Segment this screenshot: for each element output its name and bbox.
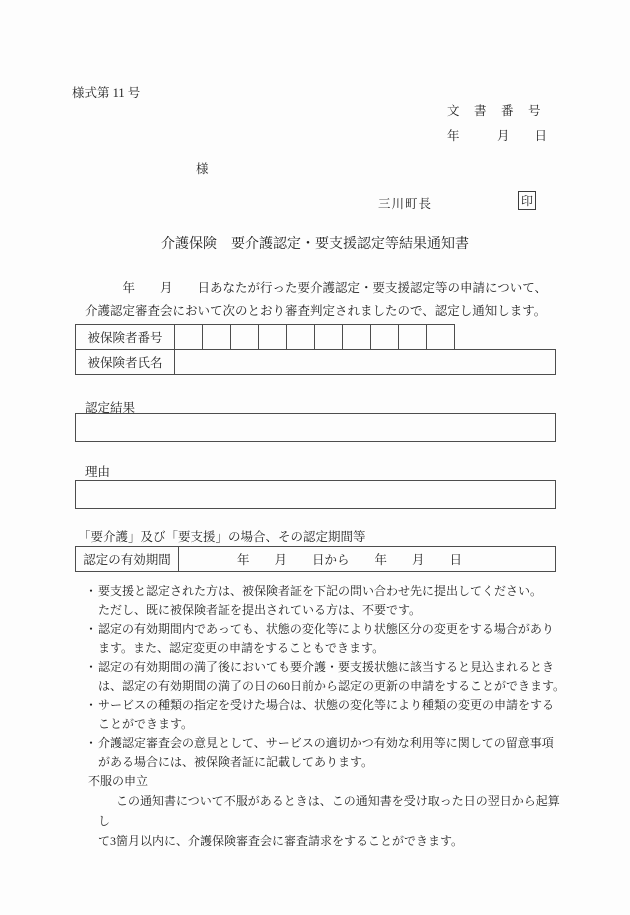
note-line: ます。また、認定変更の申請をすることもできます。	[98, 641, 385, 655]
insured-number-cell	[202, 324, 231, 350]
note-item	[85, 620, 571, 658]
appeal-line: て3箇月以内に、介護保険審査会に審査請求をすることができます。	[98, 834, 464, 848]
bullet-icon: ・	[85, 698, 98, 712]
insured-number-cell	[174, 324, 203, 350]
insured-name-row	[75, 349, 556, 375]
note-item	[85, 582, 571, 620]
insured-number-cell	[286, 324, 315, 350]
insured-person-table	[75, 324, 556, 375]
form-number: 様式第 11 号	[72, 86, 141, 100]
note-text	[98, 734, 554, 772]
document-number-label: 文 書 番 号	[447, 104, 542, 118]
note-line: ことができます。	[98, 717, 194, 731]
insured-number-cell	[398, 324, 427, 350]
result-value-box	[75, 413, 556, 442]
note-line: ただし、既に被保険者証を提出されている方は、不要です。	[98, 603, 422, 617]
insured-number-cell	[258, 324, 287, 350]
issue-date-line: 年 月 日	[447, 129, 548, 143]
insured-number-cell	[426, 324, 455, 350]
note-line: サービスの種類の指定を受けた場合は、状態の変化等により種類の変更の申請をする	[98, 698, 555, 712]
insured-number-label: 被保険者番号	[75, 324, 175, 350]
sender-name: 三川町長	[378, 197, 433, 211]
intro-line-1: 年 月 日あなたが行った要介護認定・要支援認定等の申請について、	[85, 281, 548, 295]
appeal-heading: 不服の申立	[88, 774, 149, 788]
intro-line-2: 介護認定審査会において次のとおり審査判定されましたので、認定し通知します。	[85, 304, 547, 318]
insured-number-row	[75, 324, 556, 350]
bullet-icon: ・	[85, 736, 98, 750]
validity-period-label: 認定の有効期間	[75, 546, 179, 572]
insured-name-label: 被保険者氏名	[75, 349, 175, 375]
note-line: 要支援と認定された方は、被保険者証を下記の問い合わせ先に提出してください。	[98, 584, 543, 598]
insured-name-value	[174, 349, 556, 375]
appeal-paragraph	[98, 791, 571, 851]
insured-number-cell	[230, 324, 259, 350]
note-item	[85, 734, 571, 772]
bullet-icon: ・	[85, 584, 98, 598]
bullet-icon: ・	[85, 622, 98, 636]
note-text	[98, 582, 542, 620]
note-text	[98, 620, 554, 658]
insured-number-cell	[342, 324, 371, 350]
note-item	[85, 696, 571, 734]
result-label: 認定結果	[85, 401, 136, 415]
note-item	[85, 658, 571, 696]
reason-label: 理由	[85, 465, 111, 479]
note-line: 認定の有効期間内であっても、状態の変化等により状態区分の変更をする場合があり	[98, 622, 554, 636]
bullet-icon: ・	[85, 660, 98, 674]
notes-section	[85, 582, 571, 851]
validity-period-table	[75, 546, 556, 572]
validity-period-row	[75, 546, 556, 572]
addressee-suffix: 様	[196, 162, 209, 176]
note-text	[98, 658, 565, 696]
note-line: がある場合には、被保険者証に記載してあります。	[98, 755, 374, 769]
note-line: は、認定の有効期間の満了の日の60日前から認定の更新の申請をすることができます。	[98, 679, 566, 693]
seal-placeholder	[518, 191, 536, 210]
insured-number-cell	[314, 324, 343, 350]
note-line: 介護認定審査会の意見として、サービスの適切かつ有効な利用等に関しての留意事項	[98, 736, 554, 750]
intro-paragraph	[85, 277, 565, 323]
note-line: 認定の有効期間の満了後においても要介護・要支援状態に該当すると見込まれるとき	[98, 660, 555, 674]
document-title: 介護保険 要介護認定・要支援認定等結果通知書	[161, 237, 469, 252]
seal-character: 印	[520, 194, 533, 208]
appeal-line: この通知書について不服があるときは、この通知書を受け取った日の翌日から起算し	[98, 794, 560, 828]
insured-number-cell	[370, 324, 399, 350]
note-text	[98, 696, 554, 734]
validity-period-value: 年 月 日から 年 月 日	[178, 546, 556, 572]
period-section-heading: 「要介護」及び「要支援」の場合、その認定期間等	[78, 530, 366, 544]
reason-value-box	[75, 480, 556, 509]
